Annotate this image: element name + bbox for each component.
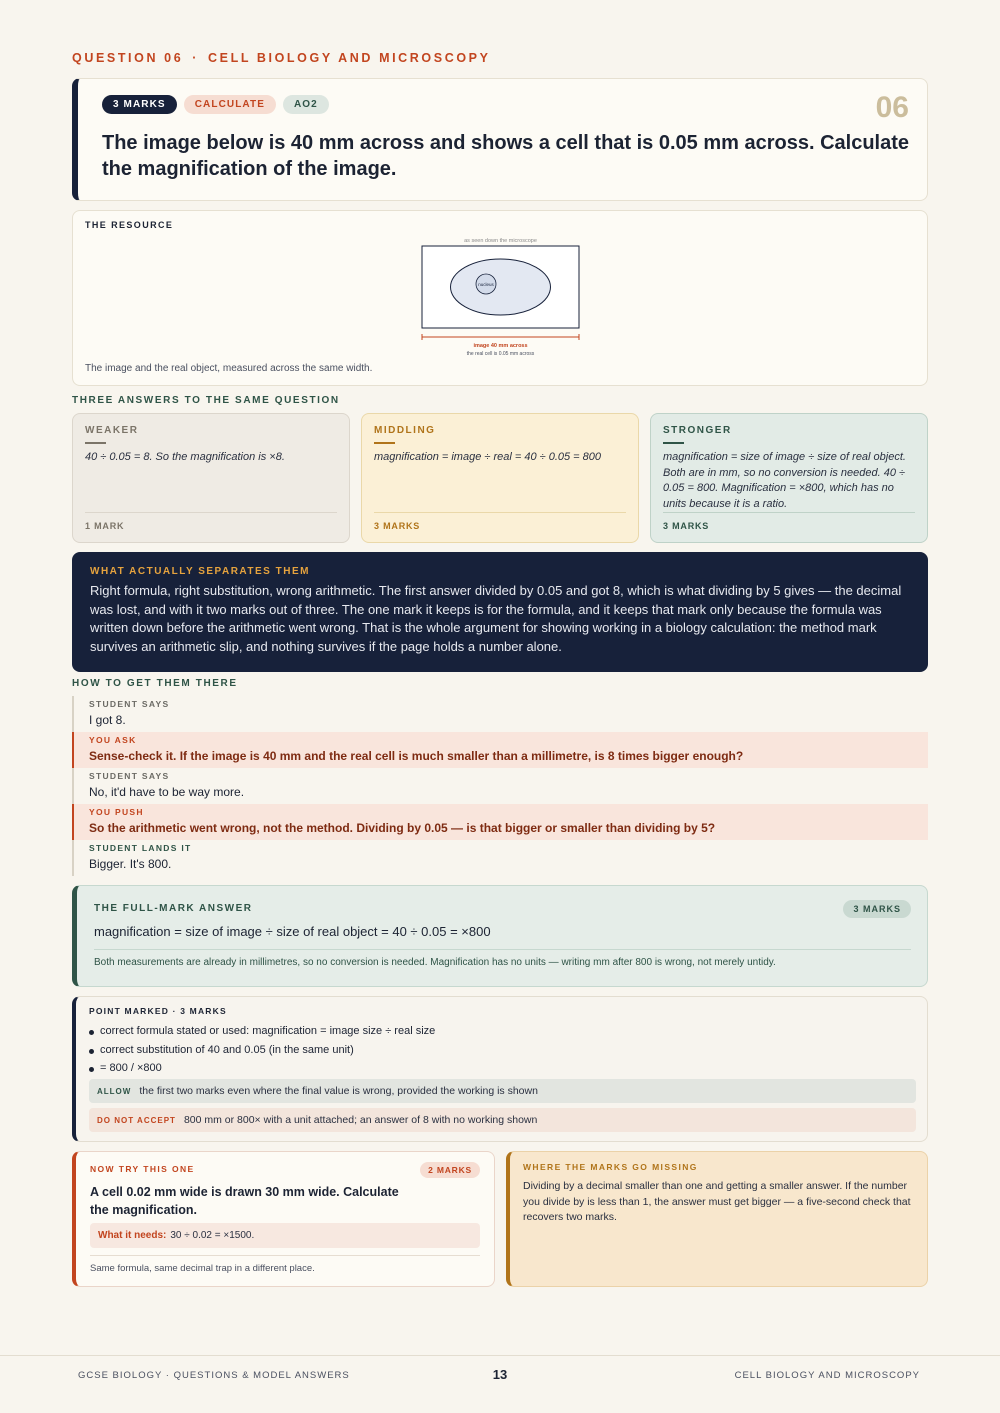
mark-point: correct formula stated or used: magnification = image size ÷ real size <box>89 1022 435 1041</box>
try-this-panel <box>72 1151 495 1287</box>
answer-text: 40 ÷ 0.05 = 8. So the magnification is ×8. <box>85 451 285 463</box>
full-mark-note: Both measurements are already in millimetres, so no conversion is needed. Magnification has no units — writing mm after 800 is wrong, not merely untidy. <box>94 957 776 968</box>
marks-missing-panel <box>506 1151 928 1287</box>
mark-point: = 800 / ×800 <box>89 1059 435 1078</box>
speaker-text: So the arithmetic went wrong, not the method. Dividing by 0.05 — is that bigger or smaller than dividing by 5? <box>89 821 716 835</box>
level-rule <box>374 442 395 444</box>
real-size-label: the real cell is 0.05 mm across <box>466 351 535 357</box>
speaker-label: STUDENT LANDS IT <box>89 843 192 853</box>
do-not-accept-text: 800 mm or 800× with a unit attached; an answer of 8 with no working shown <box>183 1114 538 1126</box>
resource-panel <box>72 210 928 386</box>
question-text: The image below is 40 mm across and shows a cell that is 0.05 mm across. Calculate the magnification of the image. <box>102 132 910 180</box>
missing-heading: WHERE THE MARKS GO MISSING <box>523 1162 698 1172</box>
mark-point: correct substitution of 40 and 0.05 (in the same unit) <box>89 1041 435 1060</box>
separator-dot: · <box>192 51 200 65</box>
full-mark-badge: 3 MARKS <box>843 900 911 918</box>
stronger-answer-card <box>650 413 928 543</box>
resource-caption: The image and the real object, measured across the same width. <box>85 363 373 374</box>
full-mark-heading: THE FULL-MARK ANSWER <box>94 903 253 914</box>
separates-panel <box>72 552 928 672</box>
question-number: 06 <box>875 91 909 124</box>
dialogue-heading: HOW TO GET THEM THERE <box>72 678 238 689</box>
speaker-text: Sense-check it. If the image is 40 mm and the real cell is much smaller than a millimetre, is 8 times bigger enough? <box>89 749 744 763</box>
speaker-text: No, it'd have to be way more. <box>89 785 245 799</box>
footer-left: GCSE BIOLOGY · QUESTIONS & MODEL ANSWERS <box>78 1370 350 1381</box>
footer-right: CELL BIOLOGY AND MICROSCOPY <box>734 1370 920 1381</box>
answers-heading: THREE ANSWERS TO THE SAME QUESTION <box>72 395 340 406</box>
answer-level: WEAKER <box>85 425 139 436</box>
do-not-accept-strip <box>89 1108 916 1132</box>
divider <box>90 1255 480 1256</box>
try-needs <box>90 1223 480 1248</box>
speaker-text: Bigger. It's 800. <box>89 857 172 871</box>
full-mark-answer-panel <box>72 885 928 987</box>
student-landing-turn <box>72 840 928 876</box>
question-card <box>72 78 928 201</box>
speaker-label: YOU ASK <box>89 735 137 745</box>
answer-text: magnification = image ÷ real = 40 ÷ 0.05 = 800 <box>374 451 602 463</box>
command-word-pill: CALCULATE <box>184 95 276 114</box>
divider <box>94 949 911 950</box>
allow-strip <box>89 1079 916 1103</box>
student-turn <box>72 768 928 804</box>
nucleus-label: nucleus <box>478 282 494 287</box>
diagram-top-note: as seen down the microscope <box>464 238 537 244</box>
question-pills <box>102 95 329 114</box>
coaching-dialogue <box>72 696 928 876</box>
image-width-label: image 40 mm across <box>473 343 528 349</box>
assessment-objective-pill: AO2 <box>283 95 329 114</box>
question-label: QUESTION 06 <box>72 51 184 65</box>
full-mark-answer: magnification = size of image ÷ size of real object = 40 ÷ 0.05 = ×800 <box>94 924 491 939</box>
answer-marks: 3 MARKS <box>663 512 915 531</box>
answer-marks: 3 MARKS <box>374 512 626 531</box>
needs-text: 30 ÷ 0.02 = ×1500. <box>170 1230 255 1241</box>
do-not-accept-tag: DO NOT ACCEPT <box>97 1116 176 1125</box>
cell-outline <box>451 259 551 315</box>
teacher-turn <box>72 732 928 768</box>
separates-heading: WHAT ACTUALLY SEPARATES THEM <box>90 566 310 577</box>
marks-pill: 3 MARKS <box>102 95 177 114</box>
allow-text: the first two marks even where the final value is wrong, provided the working is shown <box>139 1085 538 1097</box>
student-turn <box>72 696 928 732</box>
needs-label: What it needs: <box>98 1230 167 1241</box>
answer-level: STRONGER <box>663 425 732 436</box>
page-kicker <box>72 51 491 65</box>
allow-tag: ALLOW <box>97 1087 132 1096</box>
middling-answer-card <box>361 413 639 543</box>
mark-point-list <box>89 1022 435 1078</box>
separates-text: Right formula, right substitution, wrong arithmetic. The first answer divided by 0.05 and got 8, which is what dividing by 5 gives — the decimal was lost, and with it two marks out of three. The one mark it keeps is for the formula, and it keeps that mark only because the formula was written down before the arithmetic went wrong. That is the whole argument for showing working in a biology calculation: the method mark survives an arithmetic slip, and nothing survives if the page holds a number alone. <box>90 583 902 654</box>
mark-scheme-heading: POINT MARKED · 3 MARKS <box>89 1006 227 1016</box>
mark-scheme-panel <box>72 996 928 1142</box>
teacher-turn <box>72 804 928 840</box>
speaker-label: STUDENT SAYS <box>89 699 170 709</box>
resource-label: THE RESOURCE <box>85 220 174 230</box>
try-question: A cell 0.02 mm wide is drawn 30 mm wide. Calculate the magnification. <box>90 1185 399 1217</box>
missing-text: Dividing by a decimal smaller than one and getting a smaller answer. If the number you divide by is less than 1, the answer must get bigger — a five-second check that recovers two marks. <box>523 1180 911 1223</box>
answer-marks: 1 MARK <box>85 512 337 531</box>
try-foot: Same formula, same decimal trap in a different place. <box>90 1263 315 1274</box>
answer-text: magnification = size of image ÷ size of real object. Both are in mm, so no conversion is needed. 40 ÷ 0.05 = 800. Magnification = ×800, which has no units because it is a ratio. <box>663 451 906 510</box>
page-footer <box>0 1355 1000 1413</box>
weaker-answer-card <box>72 413 350 543</box>
answer-level: MIDDLING <box>374 425 436 436</box>
speaker-label: YOU PUSH <box>89 807 144 817</box>
try-marks-badge: 2 MARKS <box>420 1162 480 1178</box>
topic-label: CELL BIOLOGY AND MICROSCOPY <box>208 51 491 65</box>
speaker-text: I got 8. <box>89 713 126 727</box>
speaker-label: STUDENT SAYS <box>89 771 170 781</box>
page-number: 13 <box>492 1367 508 1382</box>
level-rule <box>85 442 106 444</box>
cell-diagram <box>413 233 588 361</box>
level-rule <box>663 442 684 444</box>
try-heading: NOW TRY THIS ONE <box>90 1164 195 1174</box>
